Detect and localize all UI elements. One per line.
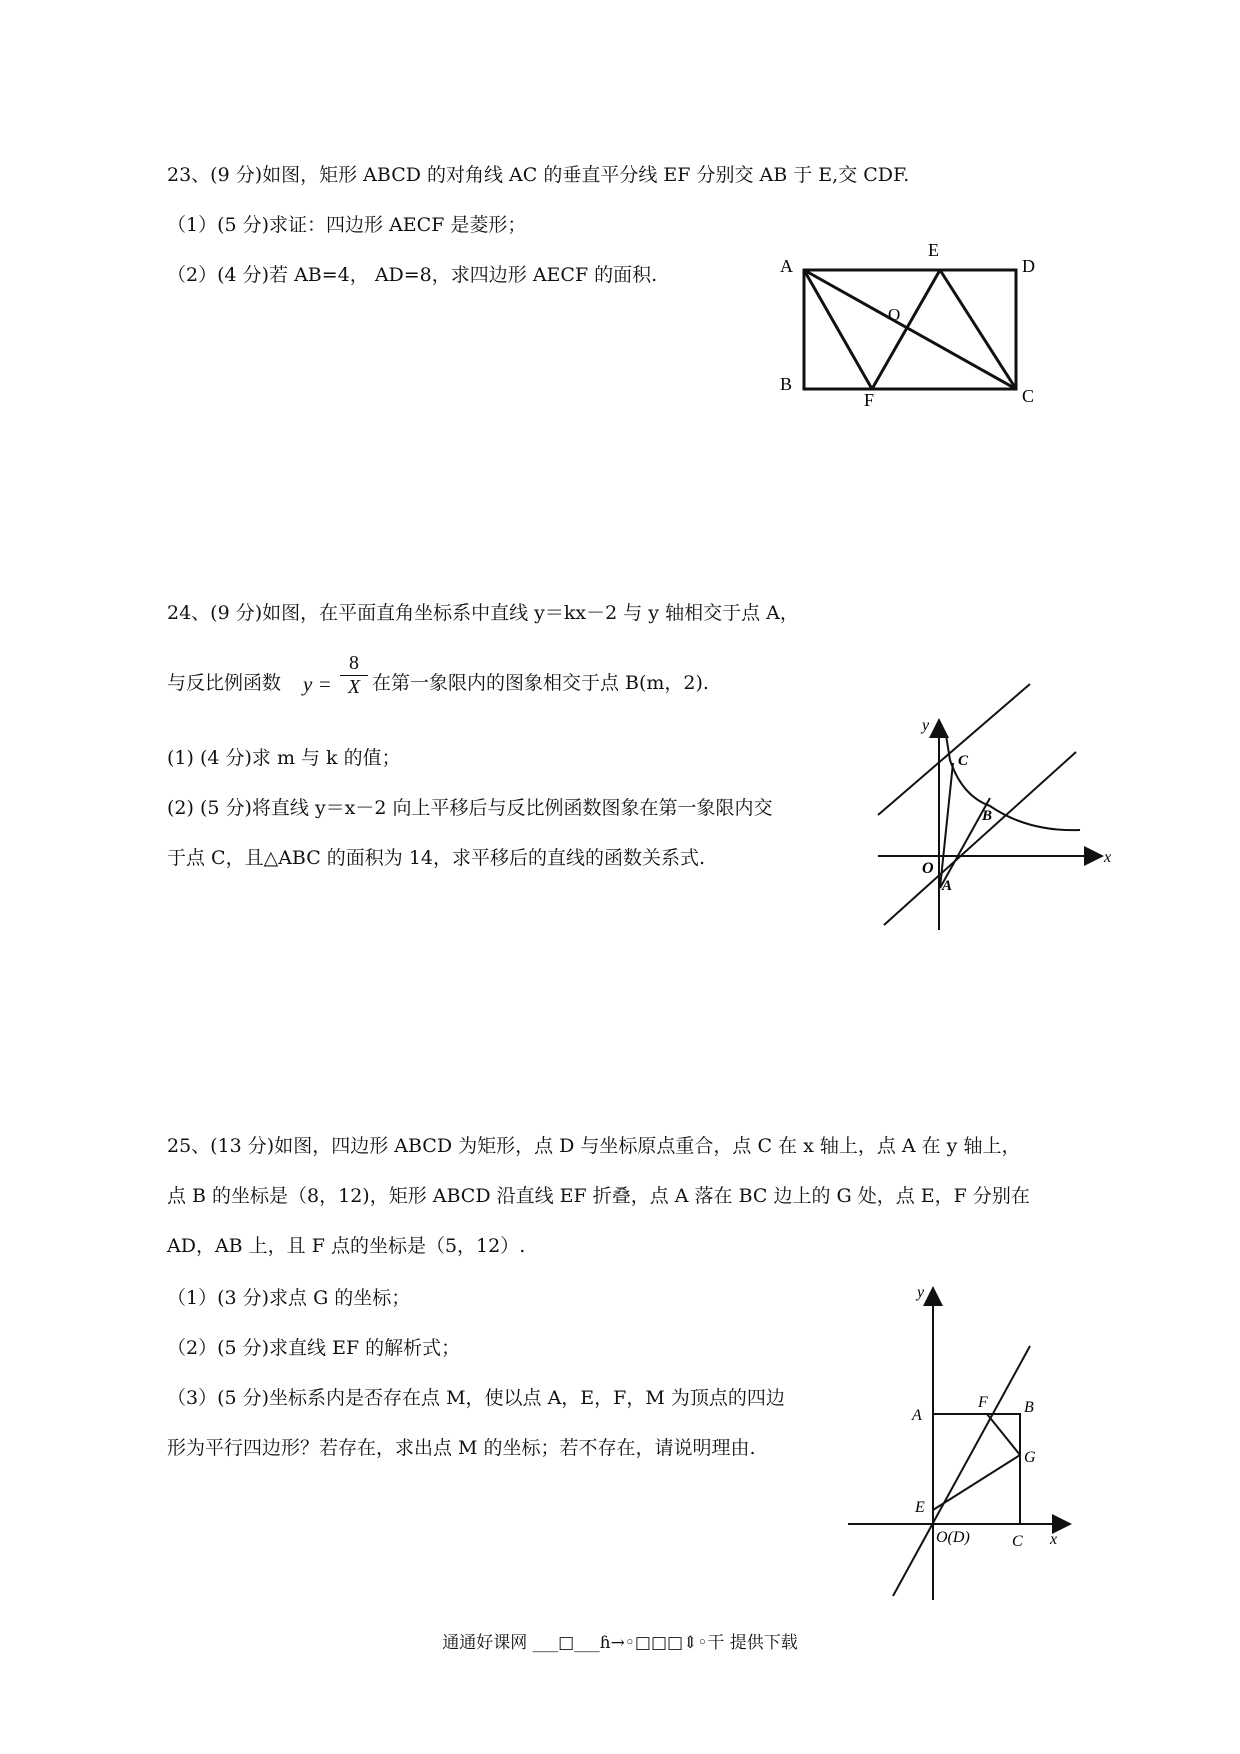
q23-stem: 23、(9 分)如图，矩形 ABCD 的对角线 AC 的垂直平分线 EF 分别交 AB 于 E,交 CDF.: [167, 164, 910, 186]
q25-label-f: F: [978, 1394, 988, 1411]
q24-stem2-suffix: 在第一象限内的图象相交于点 B(m，2).: [372, 672, 709, 694]
q24-label-c: C: [958, 753, 969, 769]
q24-fraction-denominator: X: [347, 676, 361, 698]
q23-figure: [770, 230, 1050, 415]
q24-fraction-numerator: 8: [340, 652, 368, 676]
q25-label-b: B: [1024, 1399, 1034, 1416]
q23-part2: （2）(4 分)若 AB=4， AD=8，求四边形 AECF 的面积.: [167, 264, 658, 286]
q23-label-a: A: [780, 256, 793, 276]
q23-label-f: F: [864, 390, 875, 410]
q24-part2a: (2) (5 分)将直线 y＝x－2 向上平移后与反比例函数图象在第一象限内交: [167, 797, 773, 819]
q25-stem3: AD，AB 上，且 F 点的坐标是（5，12）.: [167, 1235, 526, 1257]
q23-label-c: C: [1022, 386, 1035, 406]
q24-stem2-prefix: 与反比例函数: [167, 672, 282, 694]
q24-label-x: x: [1104, 849, 1112, 866]
q24-stem1: 24、(9 分)如图，在平面直角坐标系中直线 y＝kx－2 与 y 轴相交于点 A，: [167, 602, 799, 624]
q25-label-x: x: [1050, 1531, 1058, 1548]
q24-figure: [870, 680, 1120, 940]
q24-label-y: y: [922, 717, 930, 734]
q24-label-b: B: [982, 808, 993, 824]
page-footer: 通通好课网 ___□___ɦ→◦□□□⇕◦干 提供下载: [442, 1633, 798, 1653]
q23-label-b: B: [780, 374, 793, 394]
q25-stem1: 25、(13 分)如图，四边形 ABCD 为矩形，点 D 与坐标原点重合，点 C 在 x 轴上，点 A 在 y 轴上，: [167, 1135, 1021, 1157]
q25-part2: （2）(5 分)求直线 EF 的解析式；: [167, 1337, 461, 1359]
q25-label-e: E: [915, 1499, 925, 1516]
q25-part3a: （3）(5 分)坐标系内是否存在点 M，使以点 A，E，F，M 为顶点的四边: [167, 1387, 785, 1409]
q25-figure: [840, 1280, 1090, 1610]
q25-label-g: G: [1024, 1449, 1036, 1466]
q25-part1: （1）(3 分)求点 G 的坐标；: [167, 1287, 411, 1309]
q24-part1: (1) (4 分)求 m 与 k 的值；: [167, 747, 401, 769]
q25-label-a: A: [912, 1407, 922, 1424]
q23-label-e: E: [928, 240, 939, 260]
q25-part3b: 形为平行四边形？若存在，求出点 M 的坐标；若不存在，请说明理由.: [167, 1437, 756, 1459]
q24-label-o: O: [922, 860, 934, 877]
q24-fraction: [340, 652, 368, 699]
q24-part2b: 于点 C，且△ABC 的面积为 14，求平移后的直线的函数关系式.: [167, 847, 706, 869]
q23-label-o: O: [888, 305, 901, 324]
q25-label-y: y: [917, 1284, 925, 1301]
q23-part1: （1）(5 分)求证：四边形 AECF 是菱形；: [167, 214, 527, 236]
q24-fraction-lhs: y =: [303, 672, 332, 696]
q25-label-od: O(D): [936, 1529, 970, 1546]
q25-stem2: 点 B 的坐标是（8，12)，矩形 ABCD 沿直线 EF 折叠，点 A 落在 BC 边上的 G 处，点 E，F 分别在: [167, 1185, 1030, 1207]
q24-label-a: A: [942, 878, 953, 894]
q25-label-c: C: [1012, 1533, 1023, 1550]
q23-label-d: D: [1022, 256, 1035, 276]
